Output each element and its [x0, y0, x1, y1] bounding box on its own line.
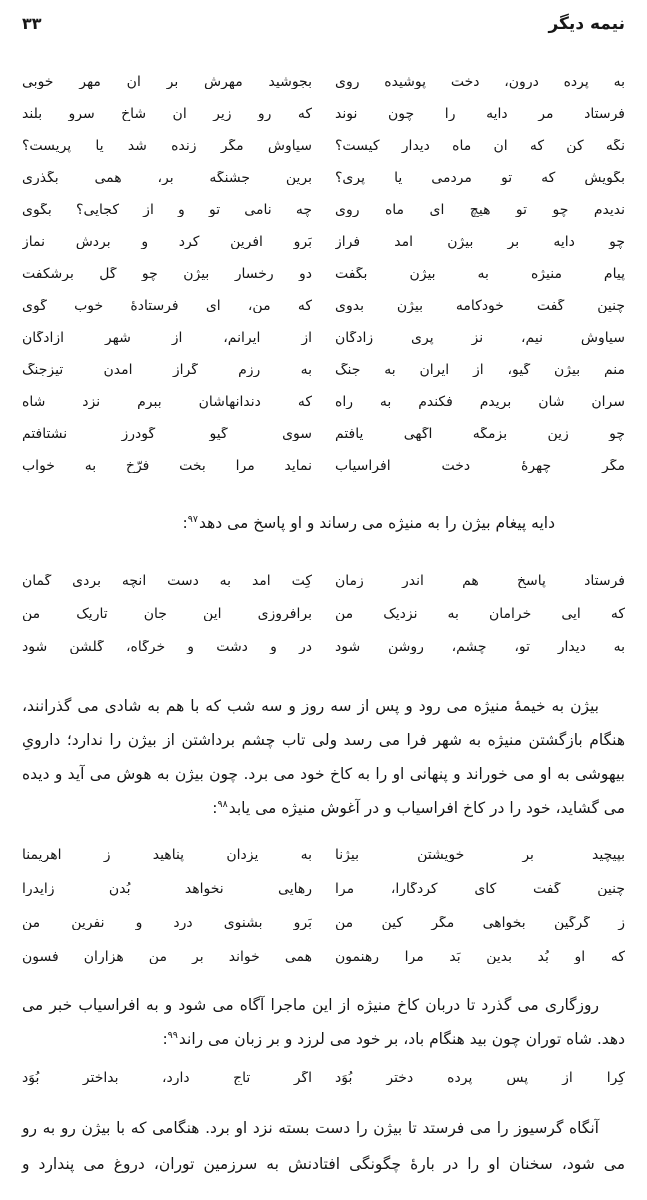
verse-couplet — [22, 66, 625, 98]
hemistich-left: از ایرانم، از شهر آزادگان — [22, 331, 312, 345]
hemistich-left: که دندانهاشان ببرم نزد شاه — [22, 395, 312, 409]
hemistich-right: به دیدار تو، چشم، روشن شود — [335, 639, 625, 654]
hemistich-right: چنین گفت کای کردگارا، مرا — [335, 882, 625, 896]
verse-couplet — [22, 838, 625, 872]
hemistich-left: نماید مرا بخت فرّخ به خواب — [22, 459, 312, 473]
footnote-marker-99: ۹۹ — [167, 1029, 178, 1041]
verse-couplet — [22, 130, 625, 162]
hemistich-left: دو رخسار بیژن چو گل برشکفت — [22, 267, 312, 281]
hemistich-right: بگویش که تو مردمی یا پری؟ — [335, 171, 625, 185]
hemistich-right: چو زین بزمگه آگهی یافتم — [335, 427, 625, 441]
hemistich-left: به رزم گراز آمدن تیزجنگ — [22, 363, 312, 377]
hemistich-left: برافروزی این جان تاریک من — [22, 606, 312, 621]
verse-couplet — [22, 1061, 625, 1094]
hemistich-left: رهایی نخواهد بُدن زایدرا — [22, 882, 312, 896]
hemistich-right: مگر چهرۀ دخت افراسیاب — [335, 459, 625, 473]
hemistich-right: سیاوش نیم، نز پری زادگان — [335, 331, 625, 345]
running-title: نیمه دیگر — [548, 14, 625, 34]
hemistich-right: چنین گفت خودکامه بیژن بدوی — [335, 299, 625, 313]
hemistich-right: که او بُد بدین بَد مرا رهنمون — [335, 950, 625, 964]
hemistich-left: سویِ گیوِ گودرز نشتافتم — [22, 427, 312, 441]
hemistich-left: بَرو بشنوی درد و نفرین من — [22, 916, 312, 930]
hemistich-left: بجوشید مهرش بر آن مهر خوبی — [22, 75, 312, 89]
verse-couplet — [22, 226, 625, 258]
verse-couplet — [22, 906, 625, 940]
hemistich-right: ندیدم چو تو هیچ ای ماه روی — [335, 203, 625, 217]
verse-couplet — [22, 162, 625, 194]
hemistich-left: در و دشت و خرگاه، گلشن شود — [22, 639, 312, 654]
hemistich-right: به پرده درون، دخت پوشیده روی — [335, 75, 625, 89]
hemistich-right: بپیچید بر خویشتن بیژنا — [335, 848, 625, 862]
hemistich-left: کِت آمد به دست آنچه بردی گمان — [22, 573, 312, 588]
verse-couplet — [22, 564, 625, 597]
verse-couplet — [22, 290, 625, 322]
hemistich-right: نگه کن که آن ماه دیدار کیست؟ — [335, 139, 625, 153]
verse-couplet — [22, 418, 625, 450]
verse-couplet — [22, 98, 625, 130]
verse-couplet — [22, 940, 625, 974]
page-header — [22, 14, 625, 34]
hemistich-left: که من، ای فرستادۀ خوب گوی — [22, 299, 312, 313]
hemistich-left: همی خواند بر من هزاران فسون — [22, 950, 312, 964]
hemistich-right: چو دایه بر بیژن آمد فراز — [335, 235, 625, 249]
intro-text: دایه پیغام بیژن را به منیژه می رساند و او پاسخ می دهد — [198, 514, 555, 532]
paragraph-2 — [22, 988, 625, 1056]
hemistich-left: بَرو آفرین کرد و بردش نماز — [22, 235, 312, 249]
hemistich-right: سران شان بریدم فکندم به راه — [335, 395, 625, 409]
verse-couplet — [22, 258, 625, 290]
paragraph-2-colon: : — [162, 1030, 168, 1048]
hemistich-left: به یزدان پناهید ز اهریمنا — [22, 848, 312, 862]
paragraph-2-text: روزگاری می گذرد تا دربان کاخ منیژه از این ماجرا آگاه می شود و به افراسیاب خبر می دهد. شاه توران چون بید هنگام باد، بر خود می لرزد و بر زبان می راند — [22, 996, 625, 1048]
hemistich-left: اگر تاج دارد، بداختر بُوَد — [22, 1070, 312, 1085]
verse-couplet — [22, 194, 625, 226]
hemistich-right: منم بیژنِ گیو، از ایران به جنگ — [335, 363, 625, 377]
hemistich-right: فرستاد پاسخ هم اندر زمان — [335, 573, 625, 588]
hemistich-right: که آیی خرامان به نزدیک من — [335, 606, 625, 621]
page-number: ۳۳ — [22, 14, 42, 33]
hemistich-left: چه نامی تو و از کجایی؟ بگوی — [22, 203, 312, 217]
verse-block-2 — [22, 564, 625, 663]
verse-couplet — [22, 872, 625, 906]
footnote-marker-98: ۹۸ — [217, 798, 228, 810]
hemistich-left: برین جشنگه بر، همی بگذری — [22, 171, 312, 185]
footnote-marker-97: ۹۷ — [187, 513, 198, 525]
verse-couplet — [22, 450, 625, 482]
verse-couplet — [22, 354, 625, 386]
verse-couplet — [22, 386, 625, 418]
paragraph-1 — [22, 689, 625, 825]
intro-colon: : — [182, 514, 188, 532]
hemistich-left: سیاوش مگر زنده شد یا پریست؟ — [22, 139, 312, 153]
hemistich-right: ز گرگین بخواهی مگر کین من — [335, 916, 625, 930]
prose-intro-line — [22, 508, 625, 538]
verse-couplet — [22, 322, 625, 354]
hemistich-right: کِرا از پسِ پرده دختر بُوَد — [335, 1070, 625, 1085]
paragraph-3 — [22, 1110, 625, 1182]
verse-couplet — [22, 630, 625, 663]
verse-couplet — [22, 597, 625, 630]
paragraph-1-colon: : — [212, 799, 218, 817]
paragraph-3-text: آنگاه گرسیوز را می فرستد تا بیژن را دست بسته نزد او برد. هنگامی که با بیژن رو به رو می شود، سخنان او را در بارۀ چگونگی افتادنش به سرزمین توران، دروغ می پندارد و — [22, 1119, 625, 1173]
verse-block-1 — [22, 66, 625, 482]
verse-block-4 — [22, 1061, 625, 1094]
paragraph-1-text: بیژن به خیمۀ منیژه می رود و پس از سه روز و سه شب که با هم به شادی می گذرانند، هنگام بازگشتن منیژه به شهر فرا می رسد ولی تاب چشم برداشتن از بیژن را ندارد؛ دارویِ بیهوشی به او می خوراند و پنهانی او را به کاخ خود می برد. چون بیژن به هوش می آید و دیده می گشاید، خود را در کاخ افراسیاب و در آغوش منیژه می یابد — [22, 697, 625, 817]
hemistich-left: که رو زیر آن شاخ سروِ بلند — [22, 107, 312, 121]
hemistich-right: فرستاد مر دایه را چون نوند — [335, 107, 625, 121]
hemistich-right: پیام منیژه به بیژن بگفت — [335, 267, 625, 281]
verse-block-3 — [22, 838, 625, 974]
